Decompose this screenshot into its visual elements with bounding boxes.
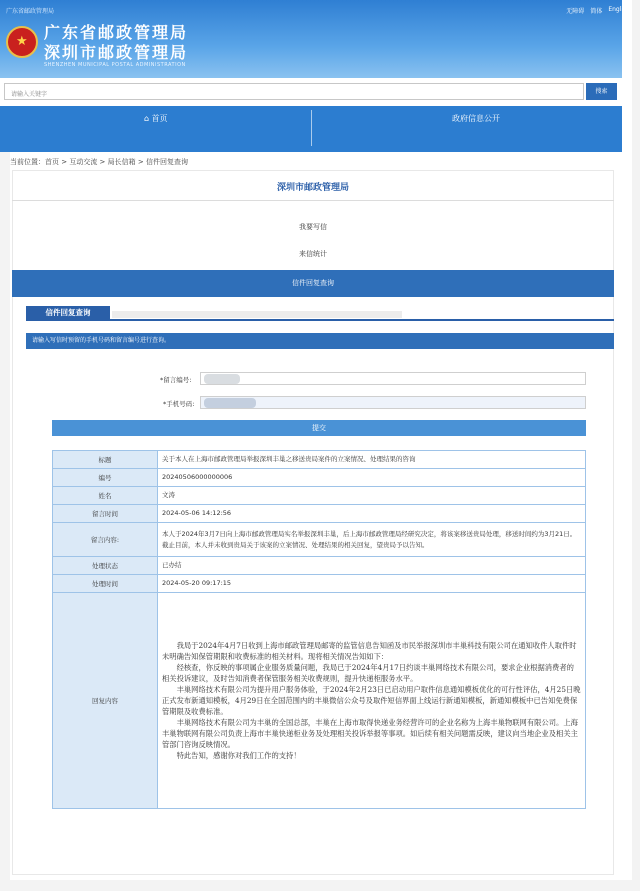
table-value: 20240506000000006 — [158, 469, 586, 487]
submit-button[interactable]: 提交 — [52, 420, 586, 436]
table-key: 留言内容: — [53, 523, 158, 557]
nav-home[interactable] — [144, 106, 168, 132]
phone-input[interactable] — [200, 396, 586, 409]
top-links — [566, 6, 630, 15]
search-button[interactable]: 搜索 — [586, 83, 617, 100]
table-key: 留言时间 — [53, 505, 158, 523]
table-row — [53, 593, 586, 809]
divider — [12, 200, 614, 201]
breadcrumb: 当前位置：首页 > 互动交流 > 局长信箱 > 信件回复查询 — [10, 158, 188, 166]
msg-no-label: *留言编号: — [160, 376, 192, 384]
section-title-bar — [112, 311, 402, 318]
top-site-label: 广东省邮政管理局 — [6, 8, 55, 15]
section-title: 信件回复查询 — [26, 306, 110, 320]
menu-write-letter[interactable]: 我要写信 — [299, 223, 327, 231]
phone-label: *手机号码: — [163, 400, 195, 408]
table-value: 文涛 — [158, 487, 586, 505]
header-title-province: 广东省邮政管理局 — [44, 23, 189, 42]
reply-paragraph: 经核查，你反映的事项属企业服务质量问题，我局已于2024年4月17日约谈丰巢网络技术有限公司，要求企业根据消费者的相关投诉建议，及时告知消费者保管服务相关收费规则，提升快递柜服务水平。 — [162, 663, 574, 683]
table-row — [53, 523, 586, 557]
menu-reply-query[interactable]: 信件回复查询 — [12, 270, 614, 297]
header-title-english: SHENZHEN MUNICIPAL POSTAL ADMINISTRATION — [44, 62, 186, 68]
table-row — [53, 575, 586, 593]
nav-divider — [311, 110, 312, 146]
reply-paragraph: 丰巢网络技术有限公司为丰巢的全国总部，丰巢在上海市取得快递业务经营许可的企业名称为上海丰巢物联网有限公司。上海丰巢物联网有限公司负责上海市丰巢快递柜业务及处理相关投诉举报等事项。如后续有相关问题需反映，建议向当地企业及相关主管部门咨询反映情况。 — [162, 718, 578, 749]
reply-paragraph: 丰巢网络技术有限公司为提升用户服务体验，于2024年2月23日已启动用户取件信息通知模板优化的可行性评估，4月25日晚正式发布新通知模板，4月29日在全国范围内的丰巢微信公众号及取件短信界面上线运行新通知模板，新通知模板中已告知免费保管期限及收费标准。 — [162, 685, 581, 716]
reply-paragraph: 特此告知，感谢你对我们工作的支持！ — [176, 751, 301, 760]
msg-no-input[interactable] — [200, 372, 586, 385]
header-title-city: 深圳市邮政管理局 — [44, 43, 189, 62]
table-value: 2024-05-20 09:17:15 — [158, 575, 586, 593]
table-value: 本人于2024年3月7日向上海市邮政管理局实名举报深圳丰巢，后上海市邮政管理局经研究决定，将该案移送贵局处理，移送时间约为3月21日。截止目前，本人并未收到贵局关于该案的立案情况、处理结果的相关回复，望贵局予以告知。 — [158, 523, 586, 557]
table-key: 编号 — [53, 469, 158, 487]
reply-content — [158, 593, 586, 809]
simplified-link[interactable]: 简体 — [590, 8, 603, 15]
menu-letter-stats[interactable]: 来信统计 — [299, 250, 327, 258]
table-value: 已办结 — [158, 557, 586, 575]
accessibility-link[interactable]: 无障碍 — [566, 8, 585, 15]
redacted-value — [204, 398, 256, 408]
table-row — [53, 451, 586, 469]
table-value: 2024-05-06 14:12:56 — [158, 505, 586, 523]
result-table — [52, 450, 586, 809]
redacted-value — [204, 374, 240, 384]
table-key: 标题 — [53, 451, 158, 469]
site-name-heading: 深圳市邮政管理局 — [276, 183, 349, 193]
section-underline — [26, 319, 614, 321]
home-icon: ⌂ — [144, 114, 150, 123]
table-row — [53, 469, 586, 487]
table-value: 关于本人在上海市邮政管理局举报深圳丰巢之移送贵局案件的立案情况、处理结果的咨询 — [158, 451, 586, 469]
table-row — [53, 557, 586, 575]
nav-gov-info[interactable]: 政府信息公开 — [452, 114, 500, 123]
search-input[interactable]: 请输入关键字 — [4, 83, 584, 100]
query-notice: 请输入写信时预留的手机号码和留言编号进行查询。 — [26, 333, 614, 349]
national-emblem-icon: ★ — [6, 26, 38, 58]
nav-home-label: 首页 — [151, 114, 168, 123]
table-row — [53, 487, 586, 505]
reply-paragraph: 我局于2024年4月7日收到上海市邮政管理局邮寄的监管信息告知函及市民举报深圳市丰巢科技有限公司在通知收件人取件时未明确告知保管期限和收费标准的相关材料。现将相关情况告知如下： — [162, 641, 577, 661]
table-key: 处理状态 — [53, 557, 158, 575]
table-key: 回复内容 — [53, 593, 158, 809]
english-link[interactable]: English — [608, 6, 630, 13]
table-key: 处理时间 — [53, 575, 158, 593]
table-key: 姓名 — [53, 487, 158, 505]
table-row — [53, 505, 586, 523]
